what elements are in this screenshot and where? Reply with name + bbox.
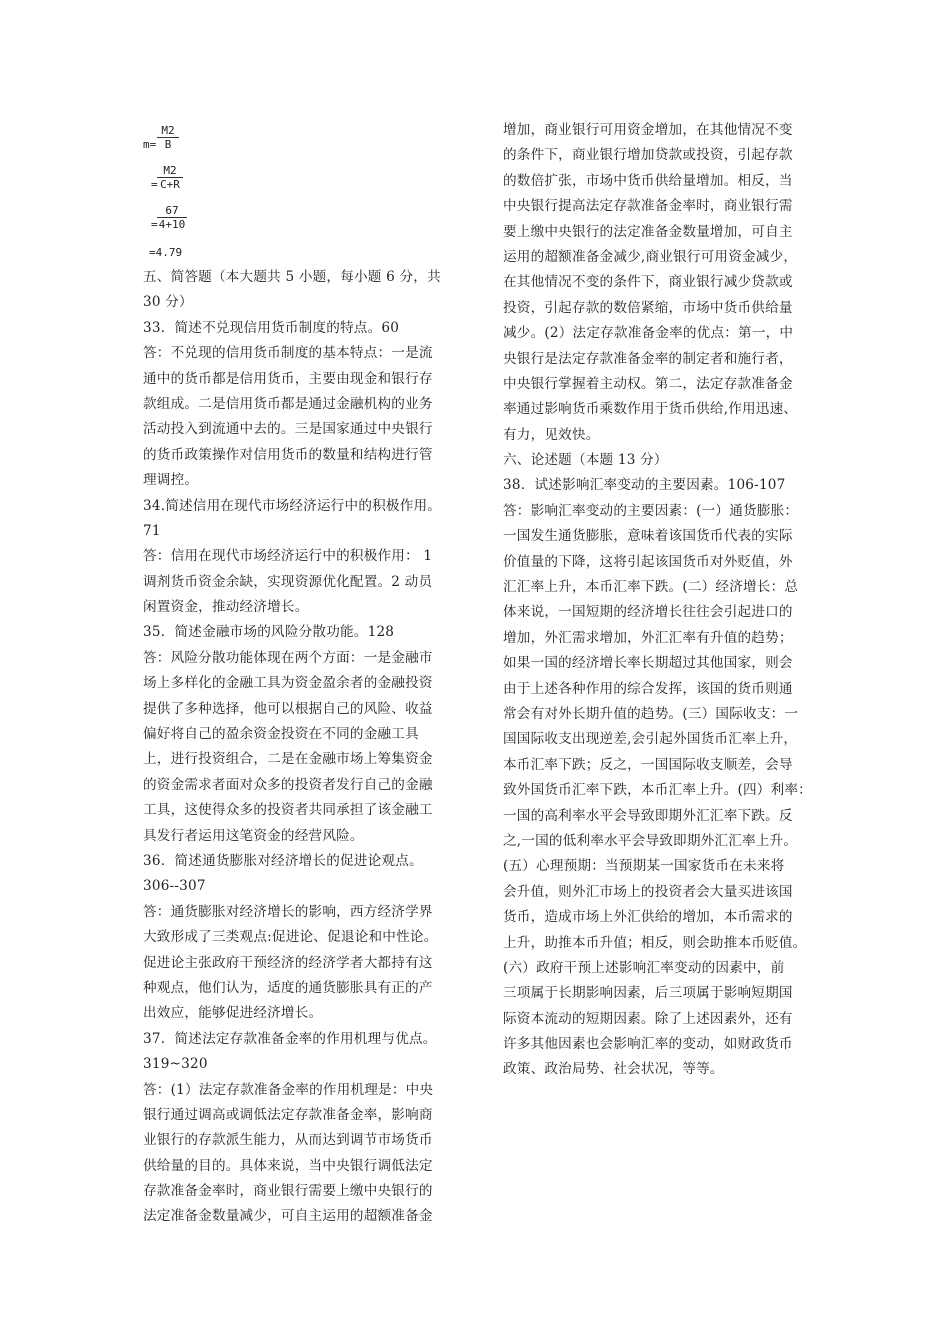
text-line: 际资本流动的短期因素。除了上述因素外，还有 — [503, 1010, 793, 1027]
text-line: 款组成。二是信用货币都是通过金融机构的业务 — [143, 395, 433, 412]
text-line: 一国的高利率水平会导致即期外汇汇率下跌。反 — [503, 807, 793, 824]
text-line: 减少。(2）法定存款准备金率的优点：第一，中 — [503, 325, 794, 342]
formula-m-label: m= — [143, 138, 157, 151]
text-line: 业银行的存款派生能力，从而达到调节市场货币 — [143, 1132, 433, 1149]
text-line: 在其他情况不变的条件下，商业银行减少贷款或 — [503, 274, 793, 291]
formula-step1-fraction — [157, 124, 179, 151]
text-line: 33．简述不兑现信用货币制度的特点。60 — [143, 319, 400, 336]
text-line: 答：(1）法定存款准备金率的作用机理是：中央 — [143, 1081, 434, 1098]
text-line: 30 分） — [143, 294, 193, 311]
text-line: 306--307 — [143, 878, 206, 895]
text-line: 增加，外汇需求增加，外汇汇率有升值的趋势； — [503, 629, 793, 646]
text-line: 答：通货膨胀对经济增长的影响，西方经济学界 — [143, 903, 433, 920]
text-line: 调剂货币资金余缺，实现资源优化配置。2 动员 — [143, 573, 433, 590]
text-line: 投资，引起存款的数倍紧缩，市场中货币供给量 — [503, 299, 793, 316]
text-line: 答：风险分散功能体现在两个方面：一是金融市 — [143, 649, 433, 666]
text-line: 有力，见效快。 — [503, 426, 600, 443]
text-line: 国国际收支出现逆差,会引起外国货币汇率上升， — [503, 731, 798, 748]
text-line: 银行通过调高或调低法定存款准备金率，影响商 — [143, 1106, 433, 1123]
text-line: 活动投入到流通中去的。三是国家通过中央银行 — [143, 421, 433, 438]
text-line: 工具，这使得众多的投资者共同承担了该金融工 — [143, 802, 433, 819]
text-line: 央银行是法定存款准备金率的制定者和施行者， — [503, 350, 793, 367]
text-line: 上升，助推本币升值；相反，则会助推本币贬值。 — [503, 934, 807, 951]
text-line: 种观点，他们认为，适度的通货膨胀具有正的产 — [143, 979, 433, 996]
text-line: 的数倍扩张，市场中货币供给量增加。相反，当 — [503, 172, 793, 189]
text-line: 36．简述通货膨胀对经济增长的促进论观点。 — [143, 852, 423, 869]
text-line: 政策、政治局势、社会状况，等等。 — [503, 1061, 724, 1078]
text-line: 增加，商业银行可用资金增加，在其他情况不变 — [503, 122, 793, 138]
text-line: 如果一国的经济增长率长期超过其他国家，则会 — [503, 655, 793, 672]
text-line: 34.简述信用在现代市场经济运行中的积极作用。 — [143, 497, 442, 514]
text-line: 五、简答题（本大题共 5 小题，每小题 6 分，共 — [143, 269, 441, 285]
formula-step1-denominator: B — [164, 138, 172, 151]
formula-step3-denominator: 4+10 — [158, 218, 186, 231]
formula-step3-fraction — [157, 204, 187, 231]
text-line: 大致形成了三类观点:促进论、促退论和中性论。 — [143, 929, 438, 946]
text-line: 理调控。 — [143, 472, 199, 489]
text-line: 汇汇率上升，本币汇率下跌。(二）经济增长：总 — [503, 579, 799, 596]
right-column — [503, 118, 815, 1083]
formula-step3-equals: = — [151, 218, 158, 231]
text-line: 答：不兑现的信用货币制度的基本特点：一是流 — [143, 345, 433, 362]
text-line: 本币汇率下跌；反之，一国国际收支顺差，会导 — [503, 756, 793, 773]
text-line: 供给量的目的。具体来说，当中央银行调低法定 — [143, 1157, 433, 1174]
text-line: 存款准备金率时，商业银行需要上缴中央银行的 — [143, 1183, 433, 1200]
formula-step2-numerator: M2 — [163, 164, 177, 177]
text-line: 六、论述题（本题 13 分） — [503, 452, 668, 469]
left-column — [143, 265, 450, 1230]
text-line: 由于上述各种作用的综合发挥，该国的货币则通 — [503, 680, 793, 697]
formula-step2-fraction — [157, 164, 183, 191]
formula-step2-equals: = — [151, 178, 158, 191]
text-line: 提供了多种选择，他可以根据自己的风险、收益 — [143, 700, 433, 717]
text-line: 许多其他因素也会影响汇率的变动，如财政货币 — [503, 1036, 793, 1053]
text-line: 71 — [143, 522, 161, 539]
formula-step3-numerator: 67 — [165, 204, 179, 217]
text-line: (五）心理预期：当预期某一国家货币在未来将 — [503, 858, 785, 875]
text-line: 中央银行掌握着主动权。第二，法定存款准备金 — [503, 375, 793, 392]
text-line: 体来说，一国短期的经济增长往往会引起进口的 — [503, 604, 793, 621]
text-line: 之,一国的低利率水平会导致即期外汇汇率上升。 — [503, 832, 798, 849]
text-line: 的货币政策操作对信用货币的数量和结构进行管 — [143, 446, 433, 463]
text-line: 38．试述影响汇率变动的主要因素。106-107 — [503, 477, 786, 494]
text-line: 答：影响汇率变动的主要因素：(一）通货膨胀： — [503, 502, 799, 519]
text-line: 常会有对外长期升值的趋势。(三）国际收支：一 — [503, 705, 799, 722]
text-line: 一国发生通货膨胀，意味着该国货币代表的实际 — [503, 528, 793, 545]
text-line: 出效应，能够促进经济增长。 — [143, 1005, 323, 1022]
formula-step1-numerator: M2 — [161, 124, 175, 137]
text-line: 价值量的下降，这将引起该国货币对外贬值，外 — [503, 553, 793, 570]
text-line: 的资金需求者面对众多的投资者发行自己的金融 — [143, 776, 433, 793]
text-line: 致外国货币汇率下跌，本币汇率上升。(四）利率： — [503, 782, 812, 799]
text-line: 具发行者运用这笔资金的经营风险。 — [143, 827, 364, 844]
text-line: 要上缴中央银行的法定准备金数量增加，可自主 — [503, 223, 793, 240]
text-line: (六）政府干预上述影响汇率变动的因素中，前 — [503, 959, 785, 976]
text-line: 率通过影响货币乘数作用于货币供给,作用迅速、 — [503, 401, 798, 418]
text-line: 37．简述法定存款准备金率的作用机理与优点。 — [143, 1030, 437, 1047]
text-line: 场上多样化的金融工具为资金盈余者的金融投资 — [143, 675, 433, 692]
text-line: 中央银行提高法定存款准备金率时，商业银行需 — [503, 198, 793, 215]
text-line: 会升值，则外汇市场上的投资者会大量买进该国 — [503, 883, 793, 900]
text-line: 上，进行投资组合，二是在金融市场上筹集资金 — [143, 751, 433, 768]
text-line: 319~320 — [143, 1056, 208, 1073]
formula-step2-denominator: C+R — [160, 178, 180, 191]
formula-result: =4.79 — [149, 246, 183, 259]
text-line: 闲置资金，推动经济增长。 — [143, 599, 309, 616]
text-line: 三项属于长期影响因素，后三项属于影响短期国 — [503, 985, 793, 1002]
text-line: 运用的超额准备金减少,商业银行可用资金减少， — [503, 248, 798, 265]
text-line: 答：信用在现代市场经济运行中的积极作用： 1 — [143, 548, 433, 565]
text-line: 的条件下，商业银行增加贷款或投资，引起存款 — [503, 147, 793, 164]
text-line: 偏好将自己的盈余资金投资在不同的金融工具 — [143, 726, 419, 743]
text-line: 促进论主张政府干预经济的经济学者大都持有这 — [143, 954, 433, 971]
text-line: 货币，造成市场上外汇供给的增加，本币需求的 — [503, 909, 793, 926]
text-line: 法定准备金数量减少，可自主运用的超额准备金 — [143, 1208, 433, 1225]
text-line: 通中的货币都是信用货币，主要由现金和银行存 — [143, 370, 433, 387]
text-line: 35．简述金融市场的风险分散功能。128 — [143, 624, 395, 641]
money-multiplier-formula — [143, 124, 263, 264]
